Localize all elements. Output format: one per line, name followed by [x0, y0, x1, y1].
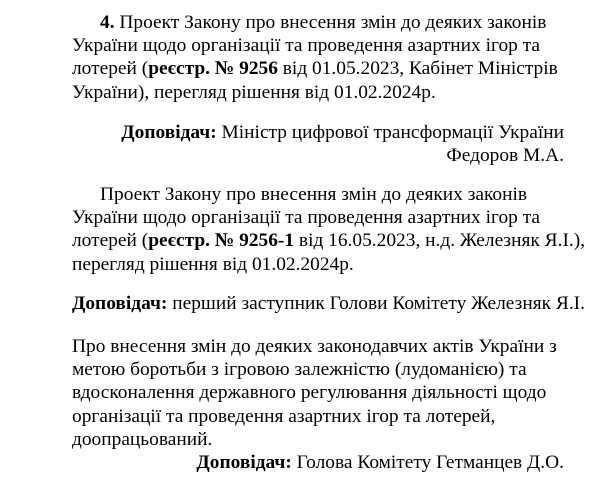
alt-line-1: Проект Закону про внесення змін до деяких законів [100, 184, 528, 205]
registration-number: реєстр. № 9256 [148, 58, 278, 80]
final-line-2: метою боротьби з ігровою залежністю (лудоманією) та [72, 359, 527, 381]
registration-number: реєстр. № 9256-1 [148, 230, 295, 252]
final-line-4: організації та проведення азартних ігор та лотерей, [72, 405, 496, 427]
speaker-label: Доповідач: [121, 122, 217, 143]
item-4-speaker-name: Федоров М.А. [446, 145, 564, 167]
speaker-label: Доповідач: [72, 293, 168, 314]
alt-speaker-line: Доповідач: перший заступник Голови Комітету Железняк Я.І. [72, 293, 585, 314]
final-line-5: доопрацьований. [72, 428, 213, 450]
alternative-speaker [72, 292, 585, 315]
final-speaker-line: Доповідач: Голова Комітету Гетманцев Д.О. [196, 452, 564, 474]
alt-line-3: лотерей (реєстр. № 9256-1 від 16.05.2023, н.д. Железняк Я.І.), [72, 230, 586, 252]
item-4-speaker [72, 121, 564, 167]
item-4-speaker-line: Доповідач: Міністр цифрової трансформації України [121, 122, 564, 143]
final-bill-paragraph [72, 335, 564, 474]
final-line-3: вдосконалення державного регулювання діяльності щодо [72, 382, 547, 404]
item-4-line-1: 4. Проект Закону про внесення змін до деяких законів [100, 12, 547, 33]
item-4-line-3: лотерей (реєстр. № 9256 від 01.05.2023, Кабінет Міністрів [72, 58, 558, 80]
alternative-bill-paragraph [72, 183, 586, 276]
agenda-item-4-paragraph [72, 11, 564, 104]
item-4-line-4: України), перегляд рішення від 01.02.2024р. [72, 81, 436, 103]
speaker-label: Доповідач: [196, 452, 292, 474]
alt-line-4: перегляд рішення від 01.02.2024р. [72, 253, 354, 275]
item-4-line-2: України щодо організації та проведення азартних ігор та [72, 35, 541, 57]
item-number: 4. [100, 12, 115, 33]
alt-line-2: України щодо організації та проведення азартних ігор та [72, 207, 541, 229]
final-line-1: Про внесення змін до деяких законодавчих актів України з [72, 336, 557, 357]
